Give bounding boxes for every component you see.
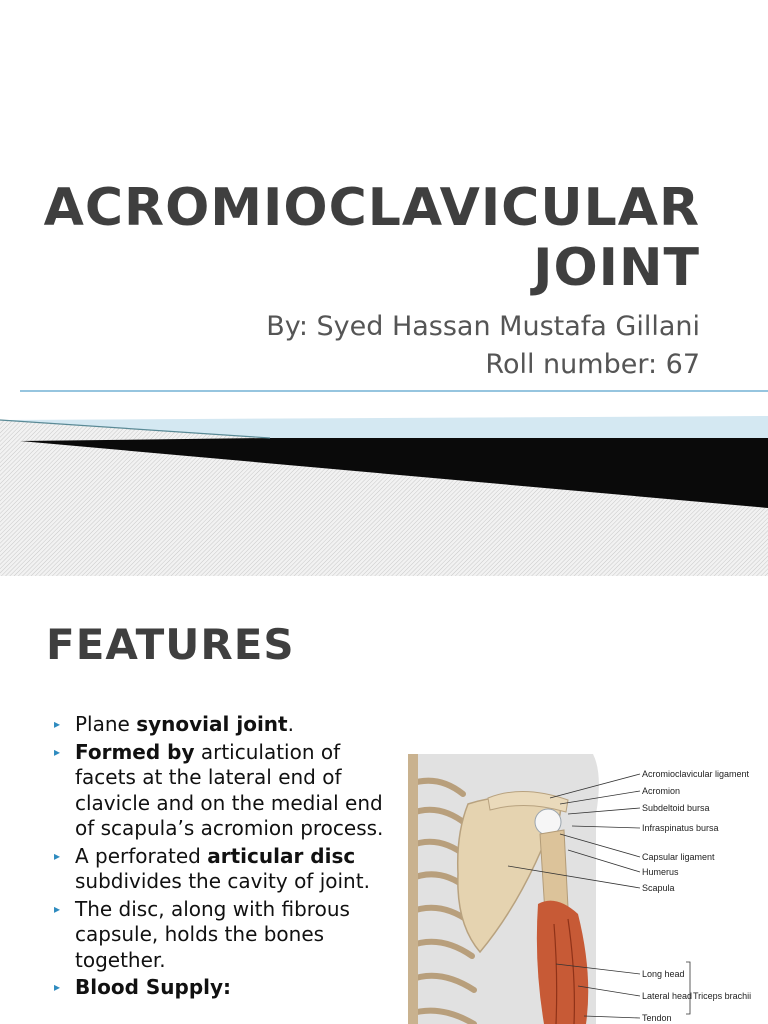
label-humerus: Humerus xyxy=(642,867,679,877)
label-scapula: Scapula xyxy=(642,883,675,893)
list-item: ▸ Blood Supply: xyxy=(54,975,232,999)
features-slide xyxy=(0,576,768,1024)
feature-list xyxy=(54,712,399,1003)
bullet-arrow-icon: ▸ xyxy=(54,848,61,863)
features-title: FEATURES xyxy=(46,620,295,669)
decorative-band xyxy=(0,386,768,576)
bullet-arrow-icon: ▸ xyxy=(54,901,61,916)
title-line-2: JOINT xyxy=(533,238,700,298)
slide-subtitle xyxy=(266,308,700,384)
bullet-arrow-icon: ▸ xyxy=(54,744,61,759)
label-acromioclavicular-ligament: Acromioclavicular ligament xyxy=(642,769,750,779)
label-triceps-brachii: Triceps brachii xyxy=(693,991,752,1001)
roll-number-line: Roll number: 67 xyxy=(485,349,700,380)
author-line: By: Syed Hassan Mustafa Gillani xyxy=(266,311,700,342)
bullet-arrow-icon: ▸ xyxy=(54,717,61,731)
label-infraspinatus-bursa: Infraspinatus bursa xyxy=(642,823,719,833)
label-acromion: Acromion xyxy=(642,786,681,796)
list-item: ▸ A perforated articular disc subdivides the cavity of joint. xyxy=(54,843,370,893)
list-item: ▸ Plane synovial joint. xyxy=(54,712,294,736)
label-tendon: Tendon xyxy=(642,1013,672,1023)
label-capsular-ligament: Capsular ligament xyxy=(642,852,715,862)
title-line-1: ACROMIOCLAVICULAR xyxy=(43,178,700,238)
bullet-arrow-icon: ▸ xyxy=(54,980,61,994)
label-lateral-head: Lateral head xyxy=(642,991,693,1001)
list-item: ▸ The disc, along with fibrous capsule, holds the bones together. xyxy=(54,896,350,972)
list-item: ▸ Formed by articulation of facets at the lateral end of clavicle and on the medial end of scapula’s acromion process. xyxy=(54,739,384,840)
label-long-head: Long head xyxy=(642,969,685,979)
shoulder-anatomy-illustration xyxy=(408,754,768,1024)
slide-title xyxy=(44,178,700,298)
label-subdeltoid-bursa: Subdeltoid bursa xyxy=(642,803,710,813)
